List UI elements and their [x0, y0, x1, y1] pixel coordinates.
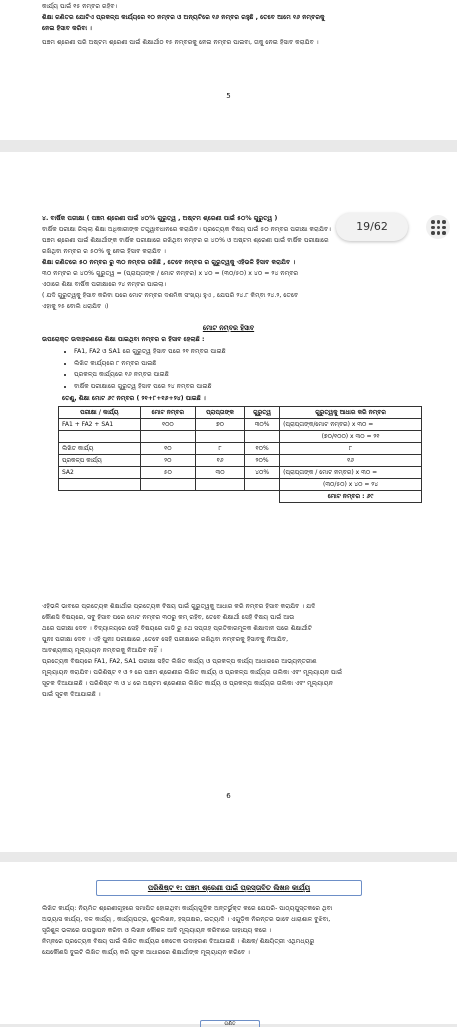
total-line: ତେଣୁ, ଶିକ୍ଷା ମୋଟ ୬୯ ନମ୍ବର ( ୨୧+୮+୧୬+୨୪) ପାଇଛି ।	[62, 395, 206, 402]
table-cell	[196, 479, 245, 491]
result-line: ଏଠାରେ ଶିକ୍ଷା ବାର୍ଷିକ ପରୀକ୍ଷାରେ ୨୪ ନମ୍ବର ପାଇଲା।	[42, 281, 167, 288]
paragraph-line: ପ୍ରତ୍ୟେକ ବିଷୟରେ FA1, FA2, SA1 ପରୀକ୍ଷା ସହିତ ଲିଖିତ କାର୍ଯ୍ୟ ଓ ପ୍ରକଳ୍ପ କାର୍ଯ୍ୟ ଆଧାରରେ ଆଭ୍ୟନ୍ତରୀଣ	[42, 658, 317, 665]
table-cell: ୨୦	[140, 455, 195, 467]
column-header: ପରୀକ୍ଷା / କାର୍ଯ୍ୟ	[59, 407, 141, 419]
paragraph-line: ସୃଜିଶୁଳ ଭଳୀରେ ଉପସ୍ଥାପନ କରିବା ଓ ଲିଖନ କୌଶଳ ଆଦି ମୂଲ୍ୟାୟନ କରିବାରେ ସାହାଯ୍ୟ କରେ ।	[42, 927, 272, 934]
section-heading: ୪. ବାର୍ଷିକ ପରୀକ୍ଷା ( ପଞ୍ଚମ ଶ୍ରେଣୀ ପାଇଁ ୪୦% ଗୁରୁତ୍ୱ , ଅଷ୍ଟମ ଶ୍ରେଣୀ ପାଇଁ ୫୦% ଗୁରୁତ୍ୱ )	[42, 215, 278, 222]
paragraph-line: ସୂଚକ ଦିଆଯାଇଛି । ପରିଶିଷ୍ଟ ୩ ଓ ୪ ରେ ଅଷ୍ଟମ ଶ୍ରେଣୀର ଲିଖିତ କାର୍ଯ୍ୟ ଓ ପ୍ରକଳ୍ପ କାର୍ଯ୍ୟର ତାଲିକା ଏବଂ ମୂଲ୍ୟାୟନ	[42, 680, 333, 687]
column-header: ପ୍ରାପ୍ତାଙ୍କ	[196, 407, 245, 419]
paragraph-line: ନିମ୍ନରେ ପ୍ରତ୍ୟେକ ବିଷୟ ପାଇଁ ଲିଖିତ କାର୍ଯ୍ୟର କେତେକ ଉଦାହରଣ ଦିଆଯାଇଛି । ଶିକ୍ଷକ/ ଶିକ୍ଷୟିତ୍ରୀ ଏଥିମଧ୍ୟରୁ	[42, 938, 315, 945]
paragraph-line: ମୂଲ୍ୟାୟନ କରାଯିବ। ପରିଶିଷ୍ଟ ୧ ଓ ୨ ରେ ପଞ୍ଚମ ଶ୍ରେଣୀର ଲିଖିତ କାର୍ଯ୍ୟ ଓ ପ୍ରକଳ୍ପ କାର୍ଯ୍ୟର ତାଲିକା ଏବଂ ମୂଲ୍ୟାୟନ ପାଇଁ	[42, 669, 343, 676]
table-cell: ୨୦%	[245, 455, 280, 467]
table-cell	[245, 431, 280, 443]
table-row	[59, 467, 422, 479]
table-cell: ୧୦%	[245, 443, 280, 455]
paragraph-line: ବାର୍ଷିକ ପରୀକ୍ଷା ଜିଲ୍ଲା ଶିକ୍ଷା ଅଧିକାରୀଙ୍କ ତତ୍ତ୍ୱାବଧାନରେ କରାଯିବ। ପ୍ରତ୍ୟେକ ବିଷୟ ପାଇଁ ୫୦ ନମ୍ବର ପରୀକ୍ଷା କରାଯିବ।	[42, 226, 331, 233]
table-total: ମୋଟ ନମ୍ବର : ୬୯	[280, 491, 422, 503]
table-cell	[140, 431, 195, 443]
paragraph-line: ଲିଖିତ କାର୍ଯ୍ୟ: ନିୟମିତ ଶ୍ରେଣୀଗୃହରେ ସମାପିତ ହୋଇଥିବା କାର୍ଯ୍ୟଗୁଡ଼ିକ ଅନ୍ତର୍ଭୁକ୍ତ କରେ ଯେପରି- ପାଠ୍ୟପୁସ୍ତକରେ ଥିବା	[42, 905, 333, 912]
table-title: ମୋଟ ନମ୍ବର ହିସାବ	[202, 324, 255, 332]
table-cell: ୩୦	[196, 467, 245, 479]
table-header-row	[59, 407, 422, 419]
table-cell	[59, 479, 141, 491]
document-page-5	[0, 0, 457, 140]
table-row	[59, 443, 422, 455]
summary-list	[62, 346, 226, 392]
text-line: ନେଇ ହିସାବ କରିବା ।	[42, 25, 92, 32]
table-cell: ୮	[196, 443, 245, 455]
table-row	[59, 479, 422, 491]
table-cell: ୮	[280, 443, 422, 455]
table-cell: SA2	[59, 467, 141, 479]
note-line: ( ଯଦି ଗୁରୁତ୍ୱକୁ ହିସାବ କରିବା ପରେ ମୋଟ ନମ୍ବର ଦଶମିକ ସଂଖ୍ୟା ହୁଏ , ଯେପରି ୨୪.୮ କିମ୍ବା ୨୪.୨, ତେବେ	[42, 292, 299, 299]
list-item: • ଲିଖିତ କାର୍ଯ୍ୟରେ ୮ ନମ୍ବର ପାଇଛି	[74, 358, 226, 370]
paragraph-line: ଯେକୌଣସି ଦୁଇଟି ଲିଖିତ କାର୍ଯ୍ୟ କରି ସୂଚକ ଆଧାରରେ ଶିକ୍ଷାର୍ଥୀଙ୍କ ମୂଲ୍ୟାୟନ କରିବେ ।	[42, 949, 250, 956]
subject-tab: ଗଣିତ	[200, 1020, 260, 1027]
table-cell: ୧୦	[140, 443, 195, 455]
column-header: ଗୁରୁତ୍ୱକୁ ଆଧାର କରି ନମ୍ବର	[280, 407, 422, 419]
paragraph-line: ପୁନଃ ପରୀକ୍ଷା ଦେବ । ଏହି ପୁନଃ ପରୀକ୍ଷାରେ ,ତେବେ ସେହି ପରୀକ୍ଷାରେ ରଖିଥିବା ନମ୍ବରକୁ ହିସାବକୁ ନିଆଯିବ,	[42, 636, 289, 643]
paragraph-line: ଥରେ ପରୀକ୍ଷା ଦେବ । ବିଦ୍ୟାଳୟରେ ସେହି ବିଷୟରେ ଗାଡି ରୁ ୫ଥ ସପ୍ତାହ ପ୍ରତିକାରମୂଳକ ଶିକ୍ଷାଦାନ ପରେ ଶିକ୍ଷାର୍ଥୀଟି	[42, 625, 312, 632]
formula-line: ୩୦ ନମ୍ବର ର ୪୦% ଗୁରୁତ୍ୱ = (ପ୍ରାପ୍ତାଙ୍କ / ମୋଟ ନମ୍ବର) x ୪୦ = (୩୦/୫୦) x ୪୦ = ୨୪ ନମ୍ବର	[42, 270, 299, 277]
appendix-title-box: ପରିଶିଷ୍ଟ ୧: ପଞ୍ଚମ ଶ୍ରେଣୀ ପାଇଁ ପ୍ରସ୍ତାବିତ ଲିଖନ କାର୍ଯ୍ୟ	[96, 880, 362, 896]
paragraph-line: ପଞ୍ଚମ ଶ୍ରେଣୀ ପାଇଁ ଶିକ୍ଷାର୍ଥୀଙ୍କ ବାର୍ଷିକ ପରୀକ୍ଷାରେ ରଖିଥିବା ନମ୍ବର ର ୪୦% ଓ ଅଷ୍ଟମ ଶ୍ରେଣୀ ପାଇଁ ବାର୍ଷିକ ପରୀକ୍ଷାରେ	[42, 237, 329, 244]
note-line: ଏହାକୁ ୨୫ ବୋଲି ଧରାଯିବ ।)	[42, 303, 109, 310]
paragraph-line: ରଖିଥିବା ନମ୍ବର ର ୫୦% କୁ ନେଇ ହିସାବ କରାଯିବ ।	[42, 248, 166, 255]
paragraph-line: କୌଣସି ବିଷୟରେ, ସବୁ ହିସାବ ପରେ ମୋଟ ନମ୍ବର ୩୦ରୁ କମ୍ ରହିବ, ତେବେ ଶିକ୍ଷାର୍ଥୀ ସେହି ବିଷୟ ପାଇଁ ଆଉ	[42, 614, 295, 621]
table-cell	[59, 491, 280, 503]
document-page-7	[0, 862, 457, 1027]
dots-grid-icon[interactable]	[426, 215, 450, 239]
table-cell: ୩୦%	[245, 419, 280, 431]
table-cell: ୪୦%	[245, 467, 280, 479]
text-line: ଶିକ୍ଷା ଗଣିତର ଯୋଟିଏ ପ୍ରକଳ୍ପ କାର୍ଯ୍ୟରେ ୧୦ ନମ୍ବର ଓ ଅନ୍ୟଟିରେ ୧୬ ନମ୍ବର ରହୁଛି , ତେବେ ଆମେ ୧୬ ନମ୍ବରକୁ	[42, 14, 325, 21]
document-page-6	[0, 152, 457, 852]
table-cell	[245, 479, 280, 491]
table-intro: ଉପରୋକ୍ତ ଉଦାହରଣରେ ଶିକ୍ଷା ପାଇଥିବା ନମ୍ବର ର ହିସାବ ହେଲାଛି :	[42, 336, 205, 343]
list-item: • ବାର୍ଷିକ ପରୀକ୍ଷାରେ ଗୁରୁତ୍ୱ ହିସାବ ପରେ ୨୪ ନମ୍ବର ପାଇଛି	[74, 381, 226, 393]
table-cell: (ପ୍ରାପ୍ତାଙ୍କ/ମୋଟ ନମ୍ବର) x ୩୦ =	[280, 419, 422, 431]
table-cell: ପ୍ରକଳ୍ପ କାର୍ଯ୍ୟ	[59, 455, 141, 467]
page-number: 6	[226, 792, 231, 800]
table-row	[59, 431, 422, 443]
page-indicator[interactable]: 19/62	[336, 213, 408, 241]
table-cell: ୭୦	[196, 419, 245, 431]
table-cell: ଲିଖିତ କାର୍ଯ୍ୟ	[59, 443, 141, 455]
table-cell: ୫୦	[140, 467, 195, 479]
table-row	[59, 455, 422, 467]
table-cell	[59, 431, 141, 443]
table-cell	[196, 431, 245, 443]
table-cell: FA1 + FA2 + SA1	[59, 419, 141, 431]
table-cell: ୧୦୦	[140, 419, 195, 431]
list-item: • FA1, FA2 ଓ SA1 ରେ ଗୁରୁତ୍ୱ ହିସାବ ପରେ ୨୧ ନମ୍ବର ପାଇଛି	[74, 346, 226, 358]
page-number: 5	[226, 92, 231, 100]
paragraph-line: ଏହିଭଳି ଭାବରେ ପ୍ରତ୍ୟେକ ଶିକ୍ଷାର୍ଥୀର ପ୍ରତ୍ୟେକ ବିଷୟ ପାଇଁ ଗୁରୁତ୍ୱକୁ ଆଧାର କରି ନମ୍ବର ହିସାବ କରାଯିବ । ଯଦି	[42, 603, 316, 610]
table-cell: (୩୦/୫୦) x ୪୦ = ୨୪	[280, 479, 422, 491]
text-line: ପଞ୍ଚମ ଶ୍ରେଣୀ ପରି ଅଷ୍ଟମ ଶ୍ରେଣୀ ପାଇଁ ଶିକ୍ଷାର୍ଥୀଠ ୧୫ ନମ୍ବରକୁ ନେଇ ନମ୍ବର ପାଇବା, ତାକୁ ନେଇ ହିସାବ କରାଯିବ ।	[42, 39, 319, 46]
table-cell: ୧୬	[280, 455, 422, 467]
table-cell: ୧୬	[196, 455, 245, 467]
table-cell: (ପ୍ରାପ୍ତାଙ୍କ / ମୋଟ ନମ୍ବର) x ୩୦ =	[280, 467, 422, 479]
table-total-row	[59, 491, 422, 503]
paragraph-line: ପାଇଁ ସୂଚକ ଦିଆଯାଇଛି ।	[42, 691, 101, 698]
table-cell	[140, 479, 195, 491]
list-item: • ପ୍ରକଳ୍ପ କାର୍ଯ୍ୟରେ ୧୬ ନମ୍ବର ପାଇଛି	[74, 369, 226, 381]
table-row	[59, 419, 422, 431]
column-header: ଗୁରୁତ୍ୱ	[245, 407, 280, 419]
paragraph-line: ଆବଶ୍ୟକୀୟ ମୂଲ୍ୟାୟନ ନମ୍ବରକୁ ନିଆଯିବ ନାହିଁ ।	[42, 647, 162, 654]
marks-table	[58, 406, 422, 503]
example-line: ଶିକ୍ଷା ଗଣିତରେ ୫୦ ନମ୍ବର ରୁ ୩୦ ନମ୍ବର ରଖିଛି , ତେବେ ନମ୍ବର ର ଗୁରୁତ୍ୱକୁ ଏହିଭଳି ହିସାବ କରାଯିବ ।	[42, 259, 296, 266]
table-cell: (୭୦/୧୦୦) x ୩୦ = ୨୧	[280, 431, 422, 443]
paragraph-line: ଅଭ୍ୟାସ କାର୍ଯ୍ୟ, ଦଳ କାର୍ଯ୍ୟ , କାର୍ଯ୍ୟପତ୍ର, ଶୁତଲିଖନ, ହସ୍ତାକ୍ଷର, ଇତ୍ୟାଦି । ଏଗୁଡ଼ିକ ନିରନ୍ତର ଭାବେ ଧାରାଶାଳ ବୁଝିବା,	[42, 916, 331, 923]
column-header: ମୋଟ ନମ୍ବର	[140, 407, 195, 419]
text-line: କାର୍ଯ୍ୟ ପାଇଁ ୧୫ ନମ୍ବର ରହିବ।	[42, 3, 118, 10]
